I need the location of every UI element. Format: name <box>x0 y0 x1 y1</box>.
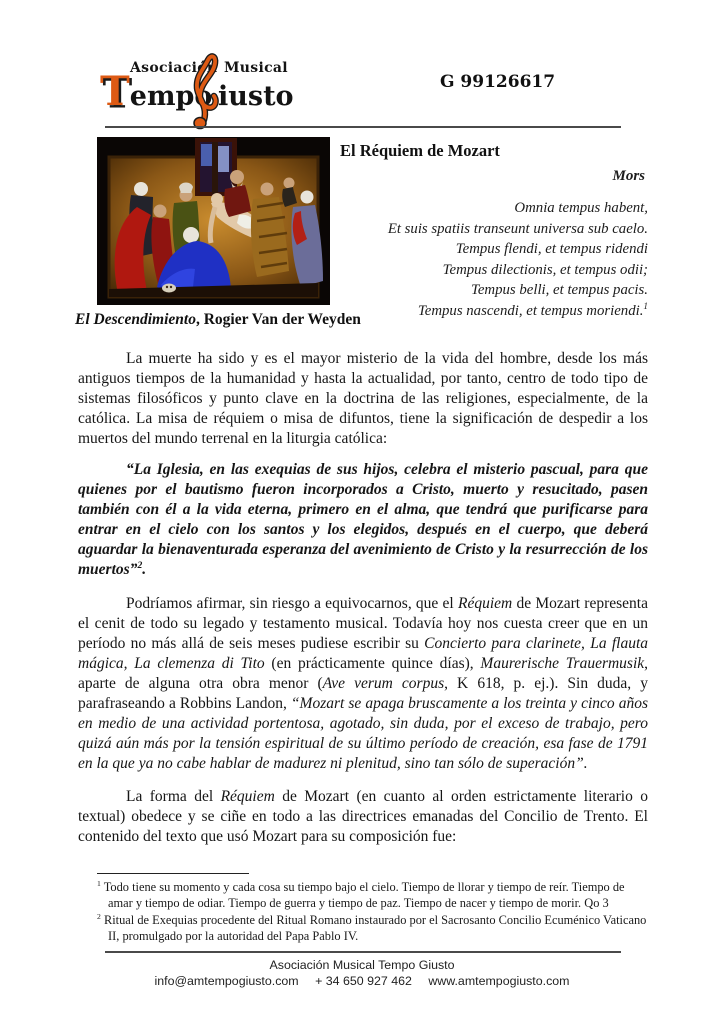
registration-number: G 99126617 <box>440 72 556 92</box>
footer-email: info@amtempogiusto.com <box>154 974 299 988</box>
article-title: El Réquiem de Mozart <box>340 141 500 160</box>
footnote-ref-1: 1 <box>643 300 648 311</box>
paragraph-form: La forma del Réquiem de Mozart (en cuanto al orden estrictamente literario o textual) obedece y se ciñe en todo a las directrices emanadas del Concilio de Trento. El contenido del texto que usó Mozart para su composición fue: <box>78 788 648 845</box>
epigraph <box>340 198 648 321</box>
epigraph-line: Tempus belli, et tempus pacis. <box>470 282 648 298</box>
artwork-caption <box>75 311 361 329</box>
caption-title: El Descendimiento <box>75 311 196 328</box>
logo-tempo-rest: empo <box>129 81 213 112</box>
painting-image <box>97 137 330 305</box>
footer-website: www.amtempogiusto.com <box>428 974 570 988</box>
paragraph-liturgy-quote: “La Iglesia, en las exequias de sus hijos, celebra el misterio pascual, para que quienes por el bautismo fueron incorporados a Cristo, muerto y resucitado, pasen también con él a la vida eterna, primero en el alma, que tendrá que purificarse para entrar en el cielo con los santos y los elegidos, después en el cuerpo, que deberá aguardar la bienaventurada esperanza del avenimiento de Cristo y la resurrección de los muertos”$^2$. <box>78 461 648 578</box>
epigraph-line: Et suis spatiis transeunt universa sub caelo. <box>387 220 648 237</box>
footnote-2: $^2$ Ritual de Exequias procedente del Ritual Romano instaurado por el Sacrosanto Concilio Ecuménico Vaticano II, promulgado por la autoridad del Papa Pablo IV. <box>97 911 647 944</box>
tempo-giusto-logo <box>100 52 294 126</box>
page-footer <box>0 957 724 989</box>
footer-contacts <box>0 973 724 989</box>
footer-phone: + 34 650 927 462 <box>315 974 412 988</box>
epigraph-line: Omnia tempus habent, <box>514 200 648 216</box>
caption-author: , Rogier Van der Weyden <box>195 311 361 328</box>
title-column <box>340 141 648 321</box>
epigraph-title: Mors <box>612 168 645 184</box>
article-body <box>78 349 648 847</box>
paragraph-intro: La muerte ha sido y es el mayor misterio de la vida del hombre, desde los más antiguos tiempos de la humanidad y hasta la actualidad, por tanto, centro de todo tipo de sistemas filosóficos y punto clave en la doctrina de las religiones, especialmente, de la católica. La misa de réquiem o misa de difuntos, tiene la significación de despedir a los muertos del mundo terrenal en la liturgia católica: <box>78 350 648 447</box>
footnote-1: $^1$ Todo tiene su momento y cada cosa su tiempo bajo el cielo. Tiempo de llorar y tiempo de reír. Tiempo de amar y tiempo de odiar. Tiempo de guerra y tiempo de paz. Tiempo de nacer y tiempo de morir. Qo 3 <box>97 878 625 911</box>
epigraph-line: Tempus dilectionis, et tempus odii; <box>442 261 648 278</box>
logo-giusto-text: iusto <box>218 81 294 112</box>
footer-rule <box>105 951 621 953</box>
epigraph-line: Tempus flendi, et tempus ridendi <box>455 241 648 257</box>
footnotes <box>97 879 649 945</box>
logo-big-t: T <box>100 68 130 115</box>
treble-clef-icon <box>186 48 222 134</box>
logo-musical-text: Musical <box>224 60 288 76</box>
footnote-separator <box>97 873 249 874</box>
epigraph-line: Tempus nascendi, et tempus moriendi.$^1$ <box>417 300 648 319</box>
paragraph-requiem-zenith: Podríamos afirmar, sin riesgo a equivocarnos, que el Réquiem de Mozart representa el cenit de todo su legado y testamento musical. Todavía hoy nos cuesta creer que en un período no más allá de seis meses pudiese escribir su Concierto para clarinete, La flauta mágica, La clemenza di Tito (en prácticamente quince días), Maurerische Trauermusik, aparte de alguna otra obra menor (Ave verum corpus, K 618, p. ej.). Sin duda, y parafraseando a Robbins Landon, “Mozart se apaga bruscamente a los treinta y cinco años en medio de una actividad portentosa, agotado, sin duda, por el exceso de trabajo, pero quizá aún más por la tensión espiritual de su último período de creación, esa fase de 1791 en la que ya no cabe hablar de madurez ni plenitud, sino tan sólo de superación”. <box>78 595 649 772</box>
logo-asociacion-text: Asociación <box>130 60 218 76</box>
header-rule <box>105 126 621 128</box>
footer-organization: Asociación Musical Tempo Giusto <box>269 958 455 972</box>
footnote-ref-2: 2 <box>137 559 143 571</box>
